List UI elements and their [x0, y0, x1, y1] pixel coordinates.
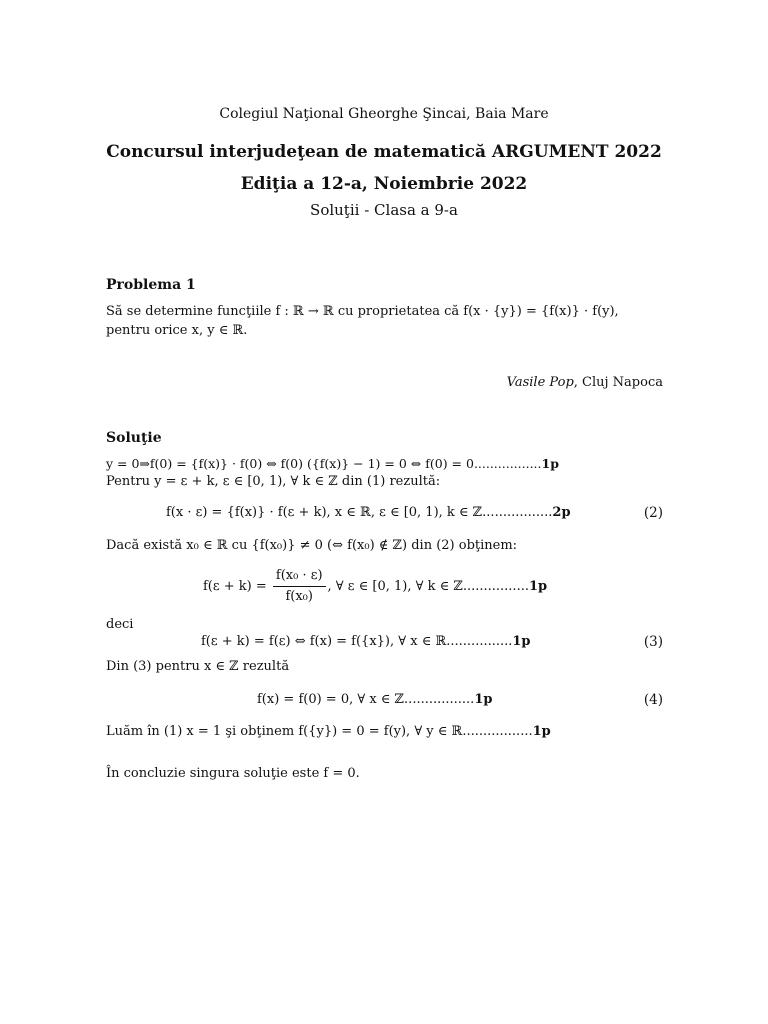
edition-line: Ediţia a 12-a, Noiembrie 2022 — [240, 174, 528, 194]
institution-name: Colegiul Naţional Gheorghe Şincai, Baia Mare — [219, 106, 549, 122]
solution-heading: Soluţie — [106, 430, 162, 446]
equation-2 — [166, 505, 571, 520]
author-name: Vasile Pop — [506, 375, 574, 390]
solution-line-5 — [106, 724, 551, 739]
fraction-numerator: f(x₀ · ε) — [273, 566, 326, 587]
points-label: 1p — [532, 724, 551, 739]
equation-3 — [201, 634, 531, 649]
problem-heading: Problema 1 — [106, 277, 196, 293]
fraction — [273, 566, 326, 607]
equation-4 — [257, 692, 492, 707]
conclusion: În concluzie singura soluţie este f = 0. — [106, 766, 360, 781]
problem-statement-line2: pentru orice x, y ∈ ℝ. — [106, 323, 248, 338]
fraction-rhs: , ∀ ε ∈ [0, 1), ∀ k ∈ ℤ................ — [327, 579, 529, 594]
equation-3-text: f(ε + k) = f(ε) ⇔ f(x) = f({x}), ∀ x ∈ ℝ................ — [201, 634, 513, 649]
author-city: , Cluj Napoca — [573, 375, 663, 390]
problem-statement-line1: Să se determine funcţiile f : ℝ → ℝ cu proprietatea că f(x · {y}) = {f(x)} · f(y), — [106, 304, 619, 319]
equation-2-text: f(x · ε) = {f(x)} · f(ε + k), x ∈ ℝ, ε ∈ [0, 1), k ∈ ℤ................. — [166, 505, 553, 520]
solution-line-4: Din (3) pentru x ∈ ℤ rezultă — [106, 659, 290, 674]
points-label: 1p — [528, 579, 548, 594]
fraction-lhs: f(ε + k) = — [203, 579, 267, 594]
author-credit — [507, 375, 663, 390]
solution-line-1-text: y = 0⇒f(0) = {f(x)} · f(0) ⇔ f(0) ({f(x)} − 1) = 0 ⇔ f(0) = 0................. — [106, 456, 542, 471]
equation-number-2: (2) — [643, 505, 663, 521]
solution-line-3: Dacă există x₀ ∈ ℝ cu {f(x₀)} ≠ 0 (⇔ f(x₀) ∉ ℤ) din (2) obţinem: — [106, 538, 518, 553]
points-label: 1p — [474, 692, 493, 707]
points-label: 2p — [552, 505, 571, 520]
solution-line-5-text: Luăm în (1) x = 1 şi obţinem f({y}) = 0 = f(y), ∀ y ∈ ℝ................. — [106, 724, 533, 739]
contest-title: Concursul interjudeţean de matematică ARGUMENT 2022 — [106, 142, 662, 162]
deci-word: deci — [106, 617, 134, 632]
points-label: 1p — [541, 456, 559, 471]
solution-line-1 — [106, 456, 559, 471]
equation-number-3: (3) — [643, 634, 663, 650]
fraction-equation — [203, 566, 547, 607]
fraction-denominator: f(x₀) — [285, 589, 313, 604]
solutions-subtitle: Soluţii - Clasa a 9-a — [310, 201, 458, 219]
equation-number-4: (4) — [643, 692, 663, 708]
points-label: 1p — [512, 634, 531, 649]
solution-line-2: Pentru y = ε + k, ε ∈ [0, 1), ∀ k ∈ ℤ din (1) rezultă: — [106, 474, 441, 489]
equation-4-text: f(x) = f(0) = 0, ∀ x ∈ ℤ................. — [257, 692, 475, 707]
